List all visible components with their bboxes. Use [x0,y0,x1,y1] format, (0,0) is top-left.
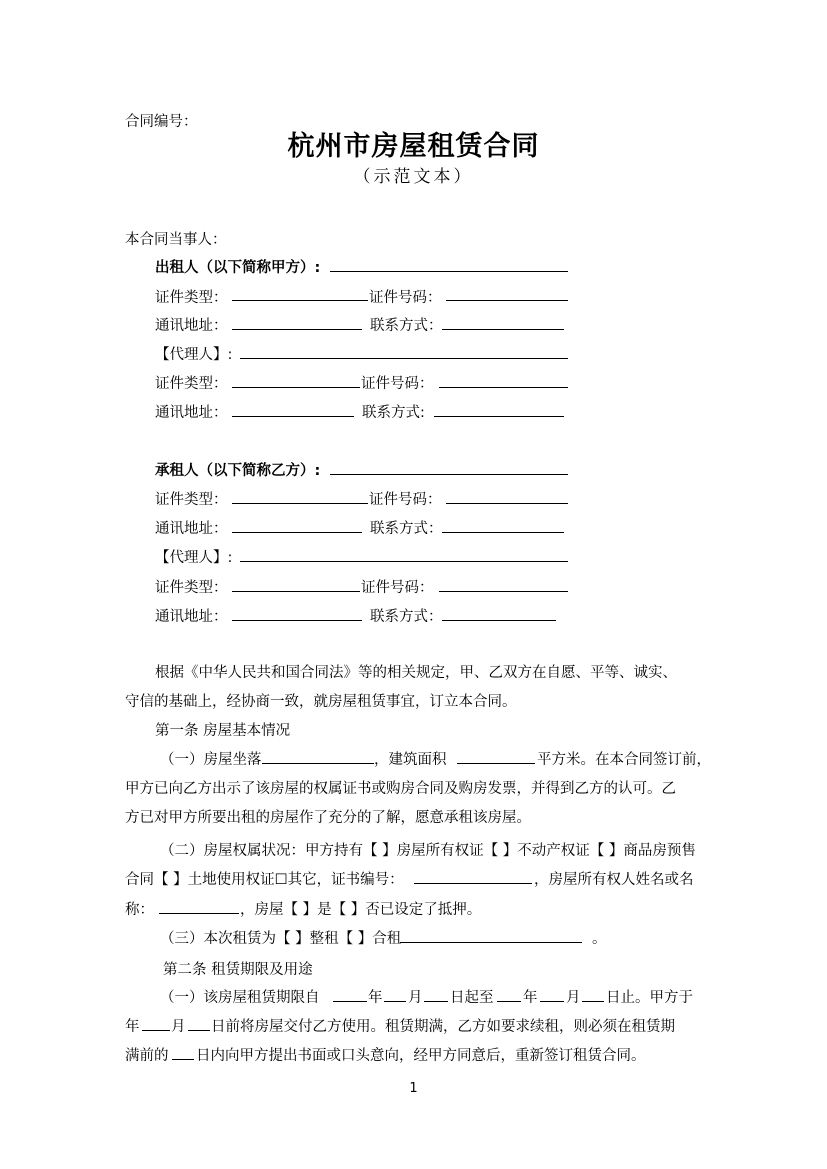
lessee-id-type-blank[interactable] [232,503,368,504]
lessee-id-type-label: 证件类型： [155,492,228,508]
lease-end-year-blank[interactable] [497,1001,521,1002]
lease-start-month-blank[interactable] [384,1001,406,1002]
lessor-agent-address-label: 通讯地址： [155,405,228,421]
lessee-id-no-label: 证件号码： [369,492,442,508]
lessee-id-no-blank[interactable] [446,503,568,504]
a1-1-text-a: （一）房屋坐落 [160,752,262,768]
lessee-agent-id-type-blank[interactable] [232,591,360,592]
lessor-agent-contact-label: 联系方式: [362,405,425,421]
a2-1-l2-a: 年 [125,1019,140,1035]
a2-1-l1-f: 月 [566,990,581,1006]
lessee-agent-id-type-label: 证件类型： [155,580,228,596]
lease-type-blank[interactable] [400,942,582,943]
a2-1-l1-e: 年 [523,990,538,1006]
lessee-agent-address-label: 通讯地址： [155,609,228,625]
a1-1-line-3: 方已对甲方所要出租的房屋作了充分的了解，愿意承租该房屋。 [125,810,531,826]
a2-1-l3-b: 日内向甲方提出书面或口头意向，经甲方同意后，重新签订租赁合同。 [196,1048,646,1064]
article-1-title: 第一条 房屋基本情况 [155,723,291,739]
a2-1-l2-c: 日前将房屋交付乙方使用。租赁期满，乙方如要求续租，则必须在租赁期 [211,1019,675,1035]
lessor-name-blank[interactable] [330,271,568,272]
owner-name-blank[interactable] [159,913,239,914]
lessee-agent-contact-blank[interactable] [442,620,556,621]
a1-2-line-1: （二）房屋权属状况：甲方持有【 】房屋所有权证【 】不动产权证【 】商品房预售 [160,843,696,859]
a2-1-l1-g: 日止。甲方于 [606,990,693,1006]
property-location-blank[interactable] [262,763,374,764]
lessor-id-no-label: 证件号码： [369,290,442,306]
parties-intro: 本合同当事人： [125,232,227,248]
lease-start-year-blank[interactable] [333,1001,367,1002]
lessee-agent-blank[interactable] [240,561,568,562]
contract-number-label: 合同编号： [125,114,198,130]
lessor-agent-address-blank[interactable] [232,416,354,417]
lessor-label: 出租人（以下简称甲方）: [155,260,321,276]
lessor-contact-blank[interactable] [442,329,564,330]
a1-2-line-2-a: 合同【 】土地使用权证☐其它，证书编号： [125,872,404,888]
lessor-agent-contact-blank[interactable] [434,416,564,417]
lessor-agent-blank[interactable] [240,358,568,359]
lessee-contact-blank[interactable] [442,532,564,533]
lessee-address-label: 通讯地址： [155,521,228,537]
lessee-address-blank[interactable] [232,532,362,533]
document-title: 杭州市房屋租赁合同 [287,131,540,162]
lessee-contact-label: 联系方式： [370,521,443,537]
a1-2-line-3-a: 称： [125,902,154,918]
building-area-blank[interactable] [457,763,535,764]
lessor-agent-id-type-label: 证件类型： [155,376,228,392]
a2-1-l3-a: 满前的 [125,1048,169,1064]
lessor-contact-label: 联系方式： [370,318,443,334]
lessor-id-type-label: 证件类型： [155,290,228,306]
a1-1-text-c: 平方米。在本合同签订前， [537,752,711,768]
lessor-agent-id-no-blank[interactable] [439,387,568,388]
lessor-address-blank[interactable] [232,329,362,330]
lessee-agent-address-blank[interactable] [232,620,362,621]
handover-year-blank[interactable] [142,1030,170,1031]
preamble-line-2: 守信的基础上，经协商一致，就房屋租赁事宜，订立本合同。 [125,694,517,710]
lessor-agent-label: 【代理人】: [155,347,233,363]
a2-1-l1-b: 年 [368,990,383,1006]
lease-end-month-blank[interactable] [540,1001,564,1002]
a2-1-l2-b: 月 [171,1019,186,1035]
a2-1-l1-a: （一）该房屋租赁期限自 [160,990,320,1006]
article-2-title: 第二条 租赁期限及用途 [163,962,313,978]
lessor-id-type-blank[interactable] [232,300,368,301]
a1-3-text-a: （三）本次租赁为【 】整租【 】合租 [160,931,402,947]
lessee-agent-contact-label: 联系方式： [370,609,443,625]
document-subtitle: （示范文本） [353,167,474,187]
a1-1-text-b: ，建筑面积 [374,752,447,768]
certificate-number-blank[interactable] [414,883,532,884]
lessee-name-blank[interactable] [330,474,568,475]
handover-month-blank[interactable] [188,1030,210,1031]
lease-end-day-blank[interactable] [582,1001,604,1002]
a1-2-line-2-b: ，房屋所有权人姓名或名 [534,872,694,888]
lessee-label: 承租人（以下简称乙方）: [155,463,321,479]
a2-1-l1-d: 日起至 [450,990,494,1006]
lessor-id-no-blank[interactable] [446,300,568,301]
a1-2-line-3-b: ，房屋【 】是【 】否已设定了抵押。 [240,902,482,918]
lessor-agent-id-no-label: 证件号码： [361,376,434,392]
renewal-notice-days-blank[interactable] [172,1059,194,1060]
lessee-agent-label: 【代理人】: [155,550,233,566]
a1-3-text-b: 。 [592,931,607,947]
lessor-agent-id-type-blank[interactable] [232,387,360,388]
preamble-line-1: 根据《中华人民共和国合同法》等的相关规定，甲、乙双方在自愿、平等、诚实、 [155,665,677,681]
lessee-agent-id-no-label: 证件号码： [361,580,434,596]
lessee-agent-id-no-blank[interactable] [439,591,568,592]
a1-1-line-2: 甲方已向乙方出示了该房屋的权属证书或购房合同及购房发票，并得到乙方的认可。乙 [125,781,676,797]
lease-start-day-blank[interactable] [424,1001,448,1002]
page-number: 1 [409,1081,418,1096]
lessor-address-label: 通讯地址： [155,318,228,334]
a2-1-l1-c: 月 [408,990,423,1006]
